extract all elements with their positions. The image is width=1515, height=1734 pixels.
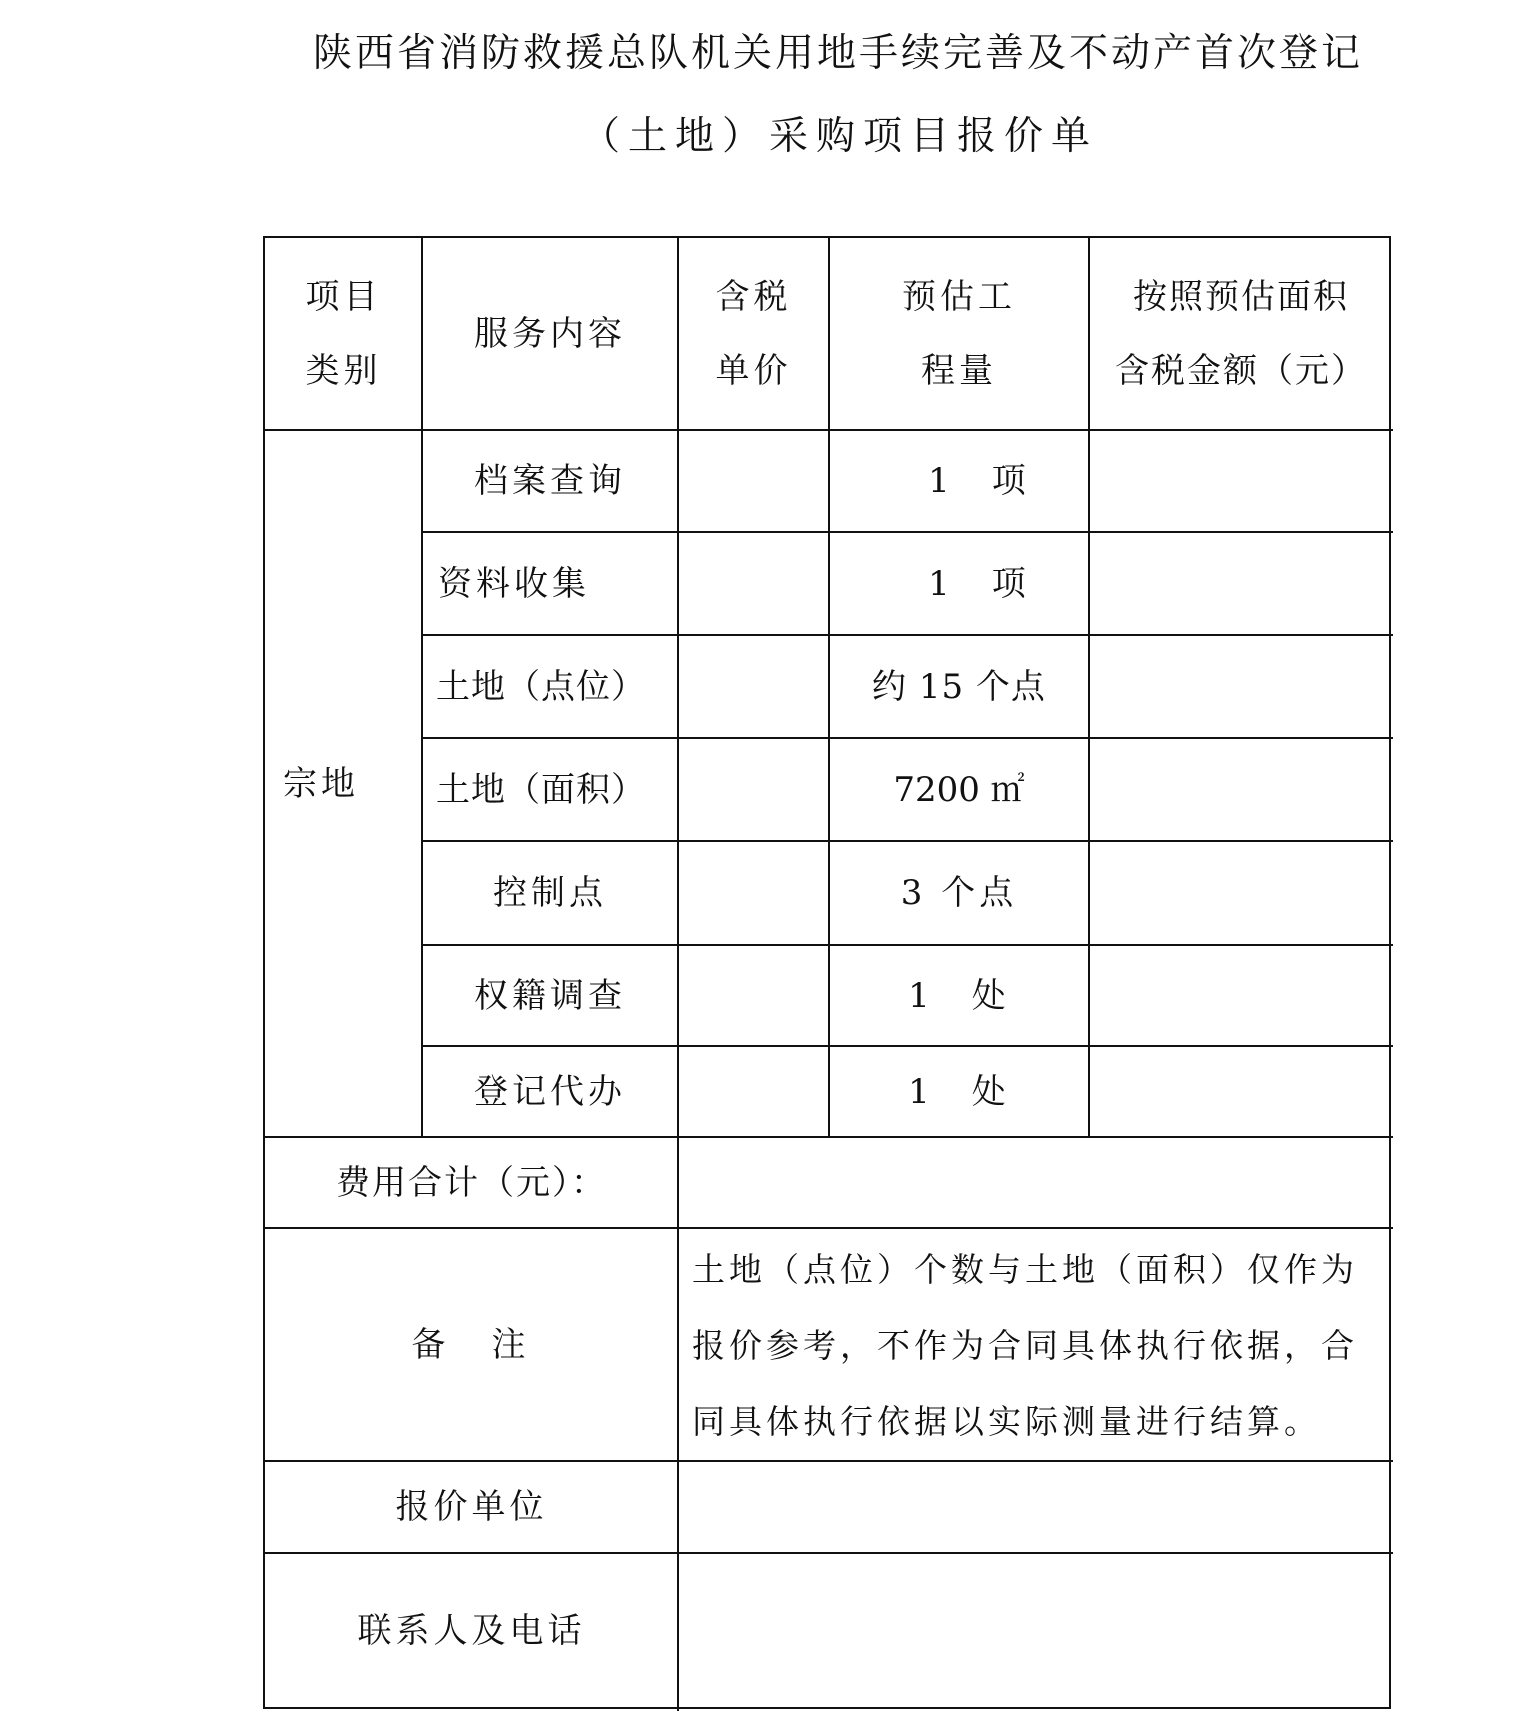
header-amount-line2: 含税金额（元） [1115, 351, 1367, 391]
remark-line: 土地（点位）个数与土地（面积）仅作为 [692, 1250, 1358, 1289]
row-2-unit-price[interactable] [678, 532, 829, 635]
service-label: 权籍调查 [474, 975, 626, 1016]
document-title-line2: （土地）采购项目报价单 [581, 114, 1099, 159]
service-label: 土地（点位） [436, 666, 646, 707]
header-amount-line1: 按照预估面积 [1133, 277, 1349, 317]
row-7-quantity [829, 1046, 1089, 1137]
header-quantity [829, 238, 1089, 430]
row-2-quantity [829, 532, 1089, 635]
header-category [265, 238, 422, 430]
quantity-value: 1 处 [908, 1071, 1010, 1112]
row-7-unit-price[interactable] [678, 1046, 829, 1137]
header-amount [1089, 238, 1393, 430]
row-3-amount[interactable] [1089, 635, 1393, 738]
bidder-label: 报价单位 [395, 1487, 548, 1527]
service-label: 资料收集 [438, 563, 590, 604]
remark-label-cell [265, 1228, 678, 1461]
document-title-line1: 陕西省消防救援总队机关用地手续完善及不动产首次登记 [313, 31, 1364, 76]
header-quantity-line2: 程量 [921, 351, 997, 391]
row-1-unit-price[interactable] [678, 430, 829, 532]
header-service [422, 238, 678, 430]
row-5-quantity [829, 841, 1089, 945]
row-1-quantity [829, 430, 1089, 532]
row-6-amount[interactable] [1089, 945, 1393, 1046]
contact-label-cell [265, 1553, 678, 1709]
remark-text-cell [678, 1228, 1393, 1461]
service-label: 控制点 [493, 873, 607, 913]
row-6-quantity [829, 945, 1089, 1046]
header-quantity-line1: 预估工 [902, 277, 1016, 317]
row-6-service [422, 945, 678, 1046]
row-4-service [422, 738, 678, 841]
contact-label: 联系人及电话 [357, 1611, 586, 1651]
header-category-line1: 项目 [305, 277, 382, 317]
row-7-amount[interactable] [1089, 1046, 1393, 1137]
row-4-quantity [829, 738, 1089, 841]
quantity-value: 约 15 个点 [872, 666, 1046, 707]
quotation-table [263, 236, 1391, 1709]
category-value: 宗地 [283, 763, 359, 804]
total-value-cell[interactable] [678, 1137, 1393, 1228]
total-label: 费用合计（元）： [336, 1162, 607, 1203]
quantity-value: 3 个点 [900, 873, 1018, 913]
category-cell [265, 430, 422, 1137]
header-unit-price-line1: 含税 [715, 277, 792, 317]
service-label: 土地（面积） [436, 769, 646, 810]
row-3-service [422, 635, 678, 738]
row-7-service [422, 1046, 678, 1137]
quantity-value: 1 处 [908, 975, 1010, 1016]
remark-line: 报价参考，不作为合同具体执行依据，合 [692, 1326, 1358, 1365]
row-4-amount[interactable] [1089, 738, 1393, 841]
remark-label: 备 注 [411, 1324, 532, 1365]
row-4-unit-price[interactable] [678, 738, 829, 841]
row-5-service [422, 841, 678, 945]
quantity-value: 1 项 [928, 461, 1030, 501]
header-unit-price [678, 238, 829, 430]
row-2-service [422, 532, 678, 635]
bidder-label-cell [265, 1461, 678, 1553]
row-3-quantity [829, 635, 1089, 738]
header-unit-price-line2: 单价 [715, 351, 792, 391]
row-3-unit-price[interactable] [678, 635, 829, 738]
bidder-value-cell[interactable] [678, 1461, 1393, 1553]
service-label: 登记代办 [474, 1071, 626, 1112]
remark-line: 同具体执行依据以实际测量进行结算。 [692, 1402, 1321, 1441]
total-label-cell [265, 1137, 678, 1228]
row-1-service [422, 430, 678, 532]
row-6-unit-price[interactable] [678, 945, 829, 1046]
row-5-unit-price[interactable] [678, 841, 829, 945]
row-1-amount[interactable] [1089, 430, 1393, 532]
header-service-label: 服务内容 [474, 314, 626, 354]
contact-value-cell[interactable] [678, 1553, 1393, 1709]
row-5-amount[interactable] [1089, 841, 1393, 945]
header-category-line2: 类别 [305, 351, 382, 391]
quantity-value: 7200 ㎡ [893, 769, 1025, 810]
quantity-value: 1 项 [928, 563, 1030, 604]
service-label: 档案查询 [474, 461, 626, 501]
row-2-amount[interactable] [1089, 532, 1393, 635]
